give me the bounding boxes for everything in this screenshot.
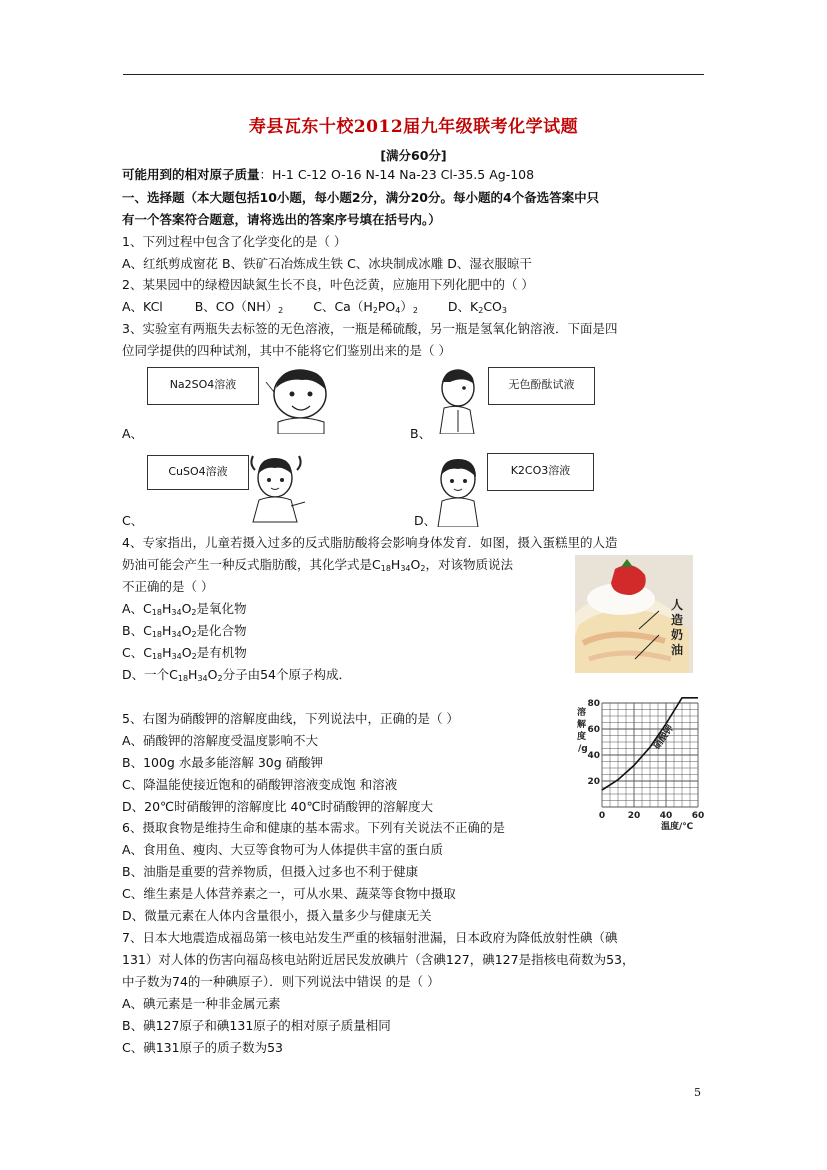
y-axis-label-char: 解 (577, 720, 587, 730)
q4-subscript: 18 (151, 608, 162, 617)
q2-option-c-po: PO (377, 299, 396, 314)
q2-option-a: A、KCl (122, 299, 163, 314)
question-3: 3、实验室有两瓶失去标签的无色溶液，一瓶是稀硫酸，另一瓶是氢氧化钠溶液．下面是四 (122, 321, 618, 336)
x-axis-label: 温度/℃ (661, 822, 694, 832)
page-title: 寿县瓦东十校2012届九年级联考化学试题 (248, 117, 579, 137)
q4-subscript: 18 (151, 652, 163, 661)
q4-option-a (122, 601, 247, 621)
q4-subscript: 34 (400, 564, 411, 573)
question-2: 2、某果园中的绿橙因缺氮生长不良，叶色泛黄，应施用下列化肥中的（ ） (122, 277, 534, 292)
q2-subscript: 2 (478, 306, 484, 315)
q4-subscript: 18 (151, 630, 162, 639)
speech-bubble-b (488, 367, 595, 405)
y-axis-label-char: 度 (577, 732, 587, 742)
q4-text: 奶油可能会产生一种反式脂肪酸，其化学式是C (122, 557, 381, 572)
x-tick-label: 20 (627, 811, 641, 821)
q4-option-a-text: 是氧化物 (196, 601, 247, 616)
q4-o: O (181, 601, 192, 616)
q4-option-b-prefix: B、C (122, 623, 152, 638)
q7-option-a: A、碘元素是一种非金属元素 (122, 996, 281, 1011)
atomic-mass-values: ：H-1 C-12 O-16 N-14 Na-23 Cl-35.5 Ag-108 (259, 167, 535, 182)
q2-option-c-paren: ） (400, 299, 413, 314)
q2-option-c: C、Ca（H (313, 299, 373, 314)
question-1-options: A、红纸剪成窗花 B、铁矿石冶炼成生铁 C、冰块制成冰雕 D、湿衣服晾干 (122, 256, 532, 271)
q4-subscript: 34 (171, 630, 182, 639)
q6-option-d: D、微量元素在人体内含量很小，摄入量多少与健康无关 (122, 908, 432, 923)
speech-bubble-a (147, 367, 259, 405)
photo-label-char: 奶 (670, 628, 683, 642)
x-tick-label: 40 (659, 811, 673, 821)
q4-h: H (188, 667, 198, 682)
q4-option-d (122, 667, 351, 687)
q4-subscript: 34 (171, 652, 182, 661)
q5-option-b: B、100g 水最多能溶解 30g 硝酸钾 (122, 755, 324, 770)
section1-instructions-2: 有一个答案符合题意，请将选出的答案序号填在括号内。） (122, 212, 441, 227)
boy-figure-d-icon (432, 455, 488, 527)
q4-subscript: 2 (191, 652, 197, 661)
q4-h: H (161, 601, 172, 616)
question-7-cont: 131）对人体的伤害向福岛核电站附近居民发放碘片（含碘127，碘127是指核电荷数为53， (122, 952, 635, 967)
cake-photo (575, 555, 693, 673)
q3-label-b: B、 (410, 426, 432, 441)
q4-subscript: 18 (380, 564, 391, 573)
x-tick-label: 0 (598, 811, 606, 821)
y-tick-label: 60 (587, 725, 600, 735)
question-7-cont-2: 中子数为74的一种碘原子）．则下列说法中错误 的是（ ） (122, 974, 440, 989)
bubble-c-text: CuSO4溶液 (168, 465, 228, 478)
photo-label-char: 造 (670, 613, 683, 627)
q2-option-d: D、K (447, 299, 479, 314)
q4-o: O (181, 623, 192, 638)
q2-subscript: 2 (372, 306, 378, 315)
q2-subscript: 3 (501, 306, 507, 315)
q4-o: O (410, 557, 421, 572)
girl-figure-c-icon (245, 452, 307, 524)
question-4: 4、专家指出，儿童若摄入过多的反式脂肪酸将会影响身体发育．如图，摄入蛋糕里的人造 (122, 535, 618, 550)
q6-option-a: A、食用鱼、瘦肉、大豆等食物可为人体提供丰富的蛋白质 (122, 842, 444, 857)
score-note: [满分60分] (380, 148, 447, 163)
series-label: 硝酸钾 (652, 723, 676, 752)
q4-h: H (390, 557, 401, 572)
header-rule (123, 74, 704, 75)
q4-subscript: 34 (171, 608, 182, 617)
atomic-mass-label: 可能用到的相对原子质量 (122, 167, 260, 182)
question-1: 1、下列过程中包含了化学变化的是（ ） (122, 234, 347, 249)
q4-option-a-prefix: A、C (122, 601, 152, 616)
page-number: 5 (694, 1086, 701, 1099)
section1-instructions: 一、选择题（本大题包括10小题，每小题2分，满分20分。每小题的4个备选答案中只 (122, 190, 600, 205)
q7-option-b: B、碘127原子和碘131原子的相对原子质量相同 (122, 1018, 391, 1033)
question-3-cont: 位同学提供的四种试剂，其中不能将它们鉴别出来的是（ ） (122, 343, 451, 358)
question-2-options (122, 299, 507, 319)
q4-subscript: 2 (420, 564, 426, 573)
speech-bubble-d (487, 453, 594, 491)
q5-option-c: C、降温能使接近饱和的硝酸钾溶液变成饱 和溶液 (122, 777, 398, 792)
q3-label-d: D、 (414, 513, 437, 528)
y-axis-label-char: /g (578, 744, 588, 754)
y-tick-label: 20 (587, 777, 600, 787)
q5-option-d: D、20℃时硝酸钾的溶解度比 40℃时硝酸钾的溶解度大 (122, 799, 433, 814)
atomic-mass-line (122, 167, 534, 183)
q4-subscript: 2 (217, 674, 223, 683)
q4-subscript: 2 (191, 630, 197, 639)
q2-subscript: 2 (412, 306, 418, 315)
bubble-d-text: K2CO3溶液 (510, 464, 571, 477)
q2-subscript: 2 (278, 306, 284, 315)
y-tick-label: 80 (587, 699, 600, 709)
q3-label-c: C、 (122, 513, 144, 528)
solubility-chart (575, 695, 710, 835)
q4-o: O (181, 645, 192, 660)
q2-subscript: 4 (395, 306, 401, 315)
q4-option-b-text: 是化合物 (196, 623, 247, 638)
q4-option-c-prefix: C、C (122, 645, 152, 660)
photo-label-char: 人 (670, 598, 683, 612)
bubble-b-text: 无色酚酞试液 (508, 378, 575, 391)
q2-option-b: B、CO（NH (194, 299, 266, 314)
photo-label-char: 油 (670, 643, 683, 657)
question-5: 5、右图为硝酸钾的溶解度曲线，下列说法中，正确的是（ ） (122, 711, 459, 726)
bubble-a-text: Na2SO4溶液 (169, 378, 237, 391)
q4-option-d-prefix: D、一个C (122, 667, 178, 682)
q4-subscript: 34 (197, 674, 208, 683)
q3-label-a: A、 (122, 426, 144, 441)
boy-figure-b-icon (430, 366, 490, 434)
q4-h: H (162, 623, 172, 638)
speech-bubble-c (147, 455, 249, 490)
x-tick-label: 60 (691, 811, 705, 821)
chart-grid (602, 703, 698, 807)
q6-option-b: B、油脂是重要的营养物质，但摄入过多也不利于健康 (122, 864, 419, 879)
question-7: 7、日本大地震造成福岛第一核电站发生严重的核辐射泄漏，日本政府为降低放射性碘（碘 (122, 930, 618, 945)
q4-h: H (162, 645, 172, 660)
q4-option-c (122, 645, 247, 665)
q2-option-b-paren: ） (265, 299, 279, 314)
boy-figure-a-icon (258, 366, 336, 434)
chart-ticks (587, 699, 704, 821)
y-axis-label-char: 溶 (577, 708, 587, 718)
q7-option-c: C、碘131原子的质子数为53 (122, 1040, 283, 1055)
q4-option-b (122, 623, 247, 643)
question-4-cont (122, 557, 513, 577)
question-4-cont-2: 不正确的是（ ） (122, 579, 214, 594)
q4-o: O (207, 667, 218, 682)
q4-option-d-text: 分子由54个原子构成． (222, 667, 351, 682)
q2-option-d-co: CO (483, 299, 502, 314)
q6-option-c: C、维生素是人体营养素之一，可从水果、蔬菜等食物中摄取 (122, 886, 456, 901)
q4-subscript: 18 (177, 674, 189, 683)
q4-text-end: ，对该物质说法 (425, 557, 513, 572)
q5-option-a: A、硝酸钾的溶解度受温度影响不大 (122, 733, 319, 748)
q4-option-c-text: 是有机物 (196, 645, 247, 660)
q4-subscript: 2 (191, 608, 197, 617)
y-tick-label: 40 (587, 751, 600, 761)
question-6: 6、摄取食物是维持生命和健康的基本需求。下列有关说法不正确的是 (122, 820, 505, 835)
